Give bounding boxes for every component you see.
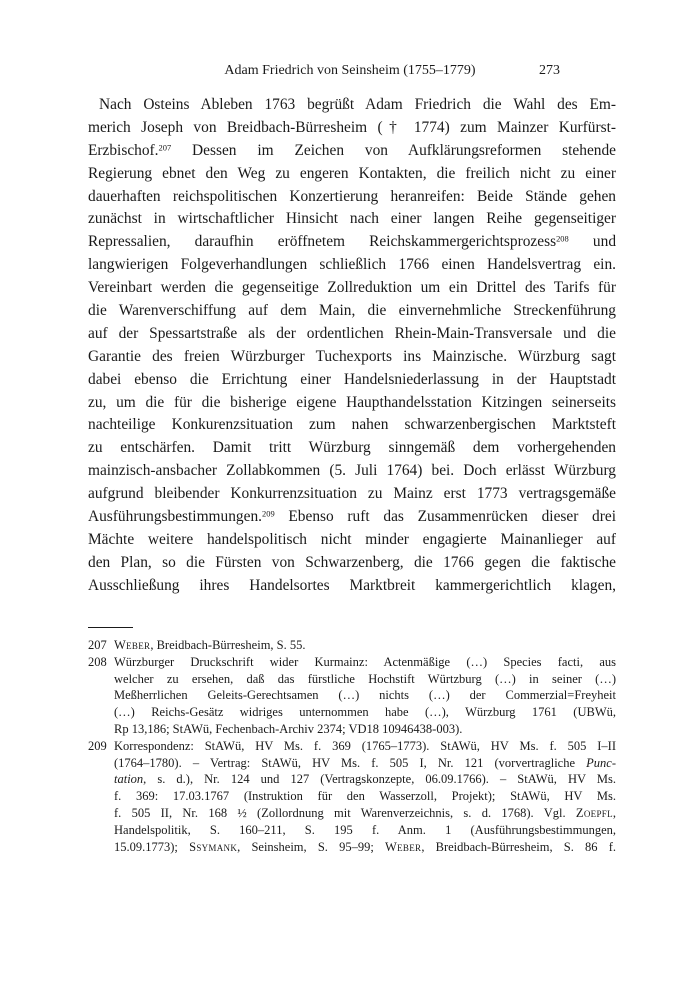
body-line: aufgrund bleibender Konkurrenzsituation zu Mainz erst 1773 vertragsgemäße <box>88 485 616 503</box>
body-line: den Plan, so die Fürsten von Schwarzenberg, die 1766 gegen die faktische <box>88 553 616 571</box>
author-name: Weber <box>385 839 422 854</box>
body-line: merich Joseph von Breidbach-Bürresheim († 1774) zum Mainzer Kurfürst- <box>88 118 616 136</box>
footnote-line: Rp 13,186; StAWü, Fechenbach-Archiv 2374; VD18 10946438-003). <box>114 721 463 736</box>
body-line: Nach Osteins Ableben 1763 begrüßt Adam Friedrich die Wahl des Em- <box>99 96 616 113</box>
body-line: dabei ebenso die Errichtung einer Handelsniederlassung in der Hauptstadt <box>88 370 616 388</box>
body-line <box>88 140 616 163</box>
footnote-209 <box>88 738 616 856</box>
footnote-line <box>114 755 616 772</box>
footnote-number: 207 <box>88 638 107 652</box>
author-name: Weber <box>114 638 151 652</box>
footnote-text-run: , Breidbach-Bürresheim, S. 55. <box>150 638 306 652</box>
body-text-run: und <box>568 233 617 251</box>
body-text-run: Repressalien, daraufhin eröffnetem Reichskammergerichtsprozess <box>88 233 557 251</box>
footnote-line: Würzburger Druckschrift wider Kurmainz: Actenmäßige (…) Species facti, aus <box>114 654 616 669</box>
footnote-text-run: , Seinsheim, S. 95–99; <box>237 839 385 854</box>
footnote-text-run: , Breidbach-Bürresheim, S. 86 f. <box>421 839 616 854</box>
body-line: mainzisch-ansbacher Zollabkommen (5. Juli 1764) bei. Doch erlässt Würzburg <box>88 462 616 480</box>
footnote-line: Handelspolitik, S. 160–211, S. 195 f. Anm. 1 (Ausführungsbestimmungen, <box>114 822 616 837</box>
footnote-line <box>114 805 616 822</box>
footnote-separator <box>88 627 133 628</box>
body-line: zunächst in wirtschaftlicher Hinsicht nach einer langen Reihe gegenseitiger <box>88 210 616 228</box>
footnote-208 <box>88 654 616 738</box>
body-text <box>88 94 616 598</box>
body-text-run: Dessen im Zeichen von Aufklärungsreformen stehende <box>171 141 616 159</box>
body-text-run: Ebenso ruft das Zusammenrücken dieser drei <box>274 508 616 526</box>
italic-text: tation <box>114 772 144 787</box>
body-line: Mächte weitere handelspolitisch nicht minder engagierte Mainanlieger auf <box>88 530 616 548</box>
body-line: zu, um die für die bisherige eigene Haupthandelsstation Kitzingen seinerseits <box>88 393 616 411</box>
footnote-line: Korrespondenz: StAWü, HV Ms. f. 369 (1765–1773). StAWü, HV Ms. f. 505 I–II <box>114 738 616 753</box>
body-line: Regierung ebnet den Weg zu engeren Kontakten, die freilich nicht zu einer <box>88 164 616 182</box>
footnote-text-run: f. 505 II, Nr. 168 ½ (Zollordnung mit Warenverzeichnis, s. d. 1768). Vgl. <box>114 805 576 820</box>
footnote-line <box>114 839 616 856</box>
footnote-ref-207[interactable]: 207 <box>158 142 172 153</box>
body-line: langwierigen Folgeverhandlungen schließlich 1766 einen Handelsvertrag ein. <box>88 256 616 274</box>
running-title: Adam Friedrich von Seinsheim (1755–1779) <box>224 63 476 78</box>
footnote-number: 209 <box>88 738 107 753</box>
footnote-text-run: (1764–1780). – Vertrag: StAWü, HV Ms. f. 505 I, Nr. 121 (vorvertragliche <box>114 755 587 770</box>
body-text-run: Erzbischof. <box>88 141 159 159</box>
footnote-207 <box>88 637 616 654</box>
footnote-line: welcher zu ersehen, daß das fürstliche Hochstift Würtzburg (…) in seiner (…) <box>114 671 616 686</box>
footnote-ref-208[interactable]: 208 <box>556 233 569 244</box>
footnote-number: 208 <box>88 654 107 669</box>
footnote-text-run: , s. d.), Nr. 124 und 127 (Vertragskonzepte, 06.09.1766). – StAWü, HV Ms. <box>143 772 616 787</box>
body-line: nachteilige Konkurenzsituation zum nahen schwarzenbergischen Marktsteft <box>88 416 616 434</box>
footnote-line: f. 369: 17.03.1767 (Instruktion für den Wasserzoll, Projekt); StAWü, HV Ms. <box>114 789 616 804</box>
footnote-text-run: 15.09.1773); <box>114 839 190 854</box>
body-line: zu entschärfen. Damit tritt Würzburg sinngemäß dem vorhergehenden <box>88 439 616 457</box>
body-line: dauerhaften reichspolitischen Konzertierung heranreifen: Beide Stände gehen <box>88 187 616 205</box>
body-line: Ausschließung ihres Handelsortes Marktbreit kammergerichtlich klagen, <box>88 576 616 594</box>
footnote-line <box>114 637 616 654</box>
page-number: 273 <box>539 63 560 78</box>
footnote-ref-209[interactable]: 209 <box>262 508 275 519</box>
footnote-line: Meßherrlichen Geleits-Gerechtsamen (…) nichts (…) der Commerzial=Freyheit <box>114 688 616 703</box>
footnote-line: (…) Reichs-Gesätz widriges unternommen habe (…), Würzburg 1761 (UBWü, <box>114 705 616 720</box>
body-line: auf der Spessartstraße als der ordentlichen Rhein-Main-Transversale und die <box>88 324 616 342</box>
footnote-text-run: , <box>612 805 616 820</box>
footnote-line <box>114 771 616 788</box>
body-line: Garantie des freien Würzburger Tuchexports ins Mainzische. Würzburg sagt <box>88 347 616 365</box>
body-line: die Warenverschiffung auf dem Main, die einvernehmliche Streckenführung <box>88 302 616 320</box>
body-line <box>88 231 616 254</box>
body-line <box>88 506 616 529</box>
author-name: Ssymank <box>189 839 238 854</box>
body-line: Vereinbart werden die gegenseitige Zollreduktion um ein Drittel des Tarifs für <box>88 279 616 297</box>
italic-text: Punc- <box>586 755 616 770</box>
body-text-run: Ausführungsbestimmungen. <box>88 508 262 526</box>
footnotes <box>88 637 616 855</box>
author-name: Zoepfl <box>575 805 613 820</box>
